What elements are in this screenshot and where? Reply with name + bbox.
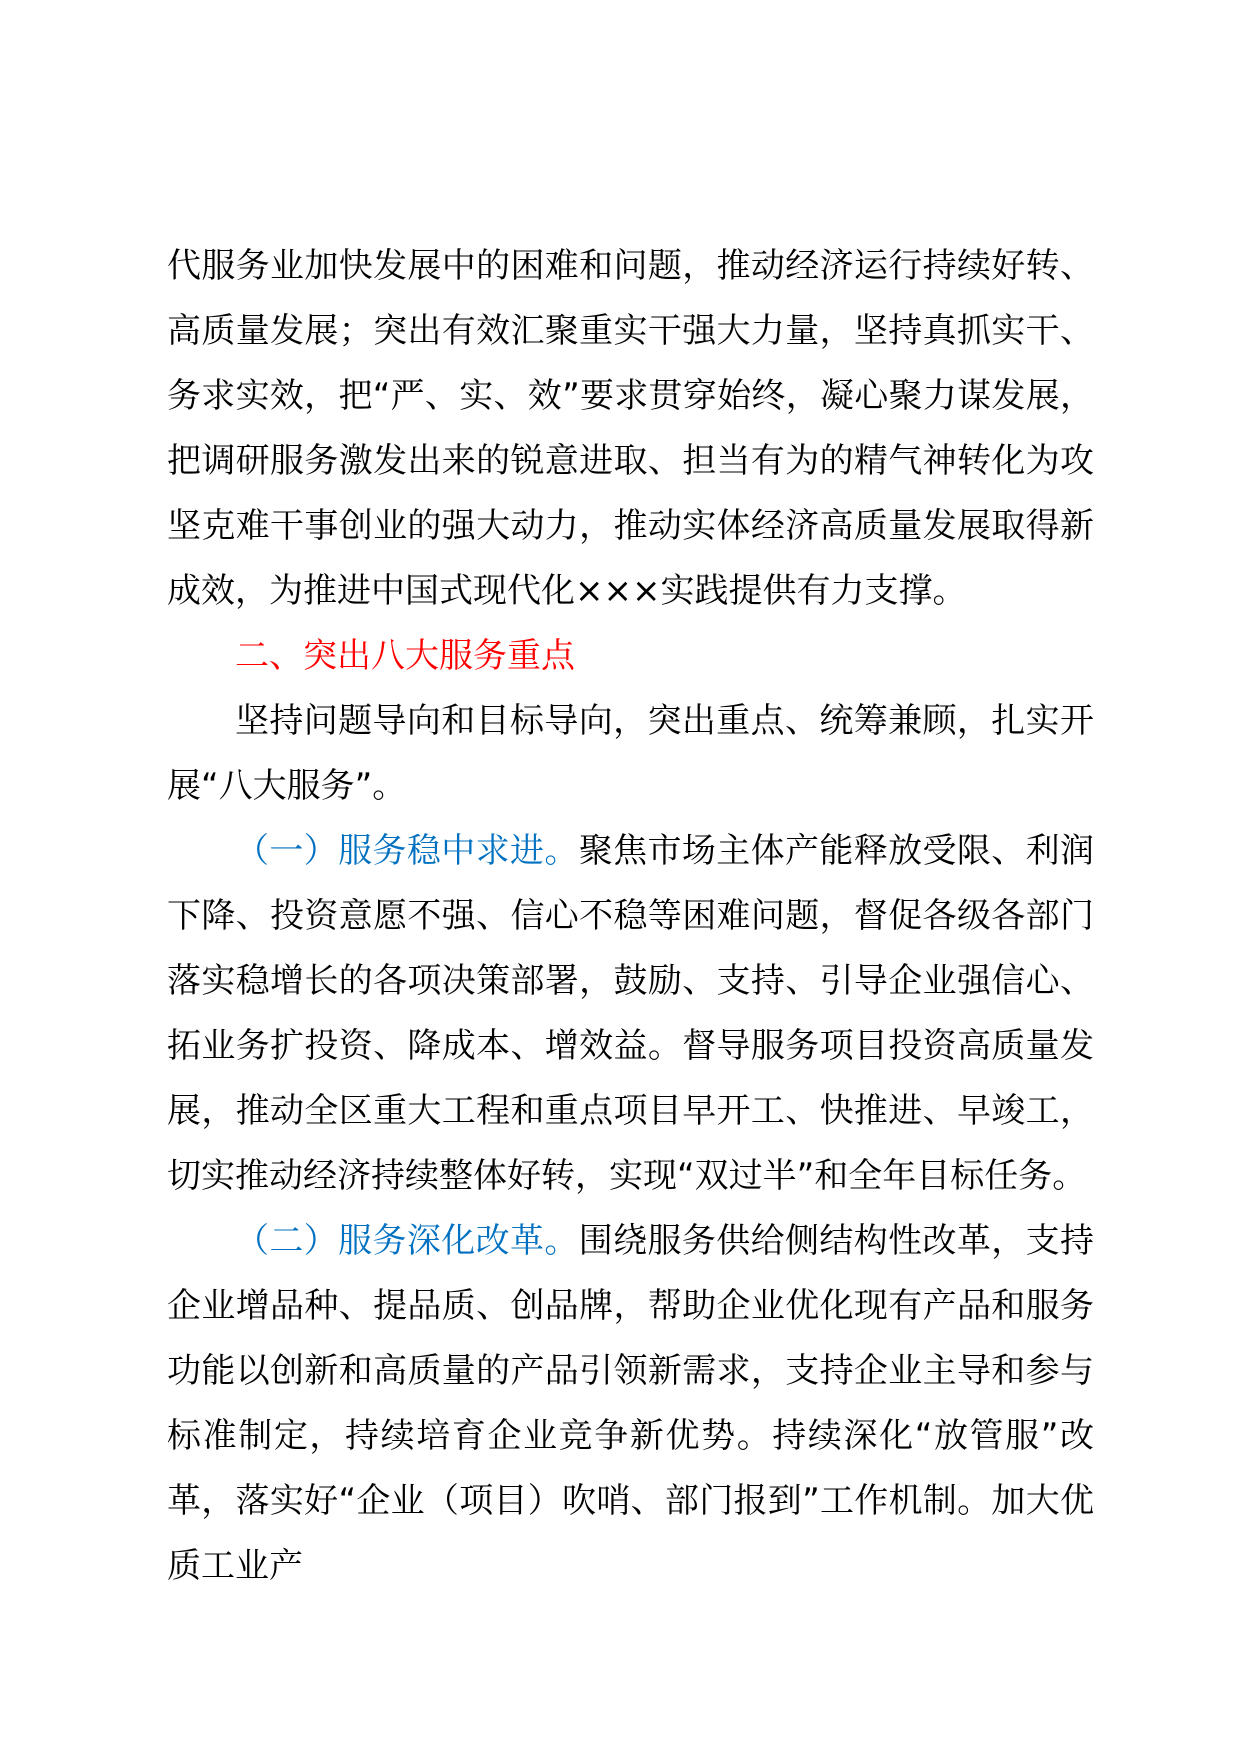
- document-page: [167, 234, 1094, 1599]
- section-heading: 二、突出八大服务重点: [235, 636, 575, 676]
- item-title-2: （二）服务深化改革。: [235, 1221, 579, 1261]
- section-intro: 坚持问题导向和目标导向，突出重点、统筹兼顾，扎实开展“八大服务”。: [167, 701, 1094, 806]
- body-paragraph: 代服务业加快发展中的困难和问题，推动经济运行持续好转、高质量发展；突出有效汇聚重实干强大力量，坚持真抓实干、务求实效，把“严、实、效”要求贯穿始终，凝心聚力谋发展，把调研服务激发出来的锐意进取、担当有为的精气神转化为攻坚克难干事创业的强大动力，推动实体经济高质量发展取得新成效，为推进中国式现代化×××实践提供有力支撑。: [167, 246, 1094, 611]
- item-title-1: （一）服务稳中求进。: [235, 831, 579, 871]
- item-body-1: 聚焦市场主体产能释放受限、利润下降、投资意愿不强、信心不稳等困难问题，督促各级各部门落实稳增长的各项决策部署，鼓励、支持、引导企业强信心、拓业务扩投资、降成本、增效益。督导服务项目投资高质量发展，推动全区重大工程和重点项目早开工、快推进、早竣工，切实推动经济持续整体好转，实现“双过半”和全年目标任务。: [167, 831, 1094, 1196]
- item-body-2: 围绕服务供给侧结构性改革，支持企业增品种、提品质、创品牌，帮助企业优化现有产品和服务功能以创新和高质量的产品引领新需求，支持企业主导和参与标准制定，持续培育企业竞争新优势。持续深化“放管服”改革，落实好“企业（项目）吹哨、部门报到”工作机制。加大优质工业产: [167, 1221, 1094, 1586]
- item-paragraph-1: [167, 819, 1094, 1209]
- item-paragraph-2: [167, 1209, 1094, 1599]
